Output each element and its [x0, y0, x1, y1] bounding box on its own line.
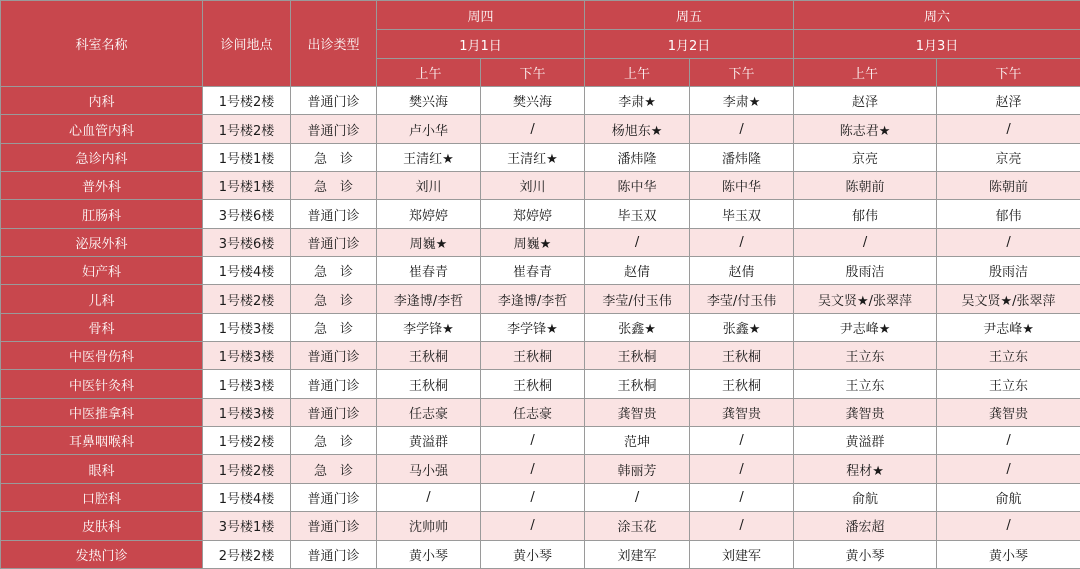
doctor-slot-cell: 崔春青 — [377, 257, 481, 285]
dept-name-cell: 中医推拿科 — [1, 398, 203, 426]
doctor-slot-cell: 俞航 — [937, 483, 1080, 511]
doctor-slot-cell: 崔春青 — [481, 257, 585, 285]
doctor-slot-cell: 王秋桐 — [481, 342, 585, 370]
location-column-header: 诊间地点 — [203, 1, 291, 87]
dept-name-cell: 眼科 — [1, 455, 203, 483]
doctor-slot-cell: 王秋桐 — [377, 370, 481, 398]
doctor-slot-cell: 俞航 — [794, 483, 937, 511]
dept-name-cell: 中医针灸科 — [1, 370, 203, 398]
doctor-slot-cell: / — [690, 483, 794, 511]
pm-header: 下午 — [690, 59, 794, 87]
doctor-slot-cell: 任志豪 — [377, 398, 481, 426]
doctor-slot-cell: 郑婷婷 — [377, 200, 481, 228]
weekday-header: 周五 — [585, 1, 794, 30]
doctor-slot-cell: / — [937, 512, 1080, 540]
visit-type-cell: 急 诊 — [291, 257, 377, 285]
doctor-slot-cell: 赵倩 — [690, 257, 794, 285]
table-row — [1, 540, 1080, 569]
location-cell: 1号楼2楼 — [203, 87, 291, 115]
doctor-slot-cell: 潘宏超 — [794, 512, 937, 540]
doctor-slot-cell: 韩丽芳 — [585, 455, 690, 483]
doctor-slot-cell: / — [937, 228, 1080, 256]
doctor-slot-cell: 刘建军 — [585, 540, 690, 569]
doctor-slot-cell: 毕玉双 — [585, 200, 690, 228]
doctor-slot-cell: 尹志峰★ — [794, 313, 937, 341]
doctor-slot-cell: 李逢博/李哲 — [377, 285, 481, 313]
doctor-slot-cell: 王清红★ — [377, 143, 481, 171]
doctor-slot-cell: 马小强 — [377, 455, 481, 483]
doctor-slot-cell: 陈朝前 — [794, 172, 937, 200]
location-cell: 1号楼1楼 — [203, 172, 291, 200]
visit-type-cell: 普通门诊 — [291, 228, 377, 256]
dept-name-cell: 急诊内科 — [1, 143, 203, 171]
visit-type-cell: 急 诊 — [291, 172, 377, 200]
dept-name-cell: 泌尿外科 — [1, 228, 203, 256]
doctor-slot-cell: 郁伟 — [937, 200, 1080, 228]
doctor-slot-cell: 黄小琴 — [937, 540, 1080, 569]
table-row — [1, 398, 1080, 426]
doctor-slot-cell: 涂玉花 — [585, 512, 690, 540]
dept-name-cell: 肛肠科 — [1, 200, 203, 228]
doctor-slot-cell: 李肃★ — [690, 87, 794, 115]
location-cell: 1号楼4楼 — [203, 483, 291, 511]
doctor-slot-cell: 黄小琴 — [481, 540, 585, 569]
location-cell: 1号楼3楼 — [203, 342, 291, 370]
doctor-slot-cell: 樊兴海 — [481, 87, 585, 115]
visit-type-cell: 急 诊 — [291, 455, 377, 483]
doctor-slot-cell: 任志豪 — [481, 398, 585, 426]
visit-type-cell: 普通门诊 — [291, 115, 377, 143]
table-row — [1, 143, 1080, 171]
doctor-slot-cell: 杨旭东★ — [585, 115, 690, 143]
doctor-slot-cell: 王秋桐 — [585, 342, 690, 370]
doctor-slot-cell: 陈中华 — [585, 172, 690, 200]
date-header: 1月1日 — [377, 30, 585, 59]
am-header: 上午 — [377, 59, 481, 87]
dept-name-cell: 心血管内科 — [1, 115, 203, 143]
visit-type-cell: 普通门诊 — [291, 200, 377, 228]
doctor-slot-cell: 李学锋★ — [377, 313, 481, 341]
table-row — [1, 200, 1080, 228]
doctor-slot-cell: 赵倩 — [585, 257, 690, 285]
doctor-slot-cell: 王秋桐 — [377, 342, 481, 370]
doctor-slot-cell: / — [585, 483, 690, 511]
dept-name-cell: 耳鼻咽喉科 — [1, 427, 203, 455]
table-row — [1, 427, 1080, 455]
doctor-slot-cell: / — [937, 115, 1080, 143]
location-cell: 3号楼6楼 — [203, 228, 291, 256]
doctor-slot-cell: 沈帅帅 — [377, 512, 481, 540]
doctor-slot-cell: 李肃★ — [585, 87, 690, 115]
visit-type-cell: 普通门诊 — [291, 512, 377, 540]
doctor-slot-cell: / — [481, 455, 585, 483]
doctor-slot-cell: / — [690, 455, 794, 483]
am-header: 上午 — [585, 59, 690, 87]
visit-type-cell: 普通门诊 — [291, 370, 377, 398]
doctor-slot-cell: 李逢博/李哲 — [481, 285, 585, 313]
table-row — [1, 228, 1080, 256]
table-row — [1, 172, 1080, 200]
doctor-slot-cell: 潘炜隆 — [690, 143, 794, 171]
table-row — [1, 512, 1080, 540]
date-header: 1月2日 — [585, 30, 794, 59]
doctor-slot-cell: 李莹/付玉伟 — [585, 285, 690, 313]
weekday-header: 周四 — [377, 1, 585, 30]
visit-type-cell: 普通门诊 — [291, 87, 377, 115]
doctor-slot-cell: 赵泽 — [937, 87, 1080, 115]
doctor-slot-cell: 王立东 — [937, 342, 1080, 370]
date-header: 1月3日 — [794, 30, 1080, 59]
doctor-slot-cell: / — [690, 228, 794, 256]
doctor-slot-cell: / — [937, 455, 1080, 483]
table-row — [1, 455, 1080, 483]
doctor-slot-cell: 刘川 — [377, 172, 481, 200]
doctor-slot-cell: 龚智贵 — [690, 398, 794, 426]
doctor-slot-cell: 陈志君★ — [794, 115, 937, 143]
doctor-slot-cell: 王秋桐 — [690, 342, 794, 370]
location-cell: 3号楼6楼 — [203, 200, 291, 228]
doctor-slot-cell: / — [794, 228, 937, 256]
doctor-slot-cell: 王立东 — [794, 342, 937, 370]
doctor-slot-cell: 卢小华 — [377, 115, 481, 143]
table-row — [1, 483, 1080, 511]
doctor-slot-cell: 王秋桐 — [481, 370, 585, 398]
type-column-header: 出诊类型 — [291, 1, 377, 87]
visit-type-cell: 普通门诊 — [291, 540, 377, 569]
location-cell: 1号楼3楼 — [203, 370, 291, 398]
doctor-slot-cell: 李莹/付玉伟 — [690, 285, 794, 313]
table-row — [1, 257, 1080, 285]
dept-name-cell: 妇产科 — [1, 257, 203, 285]
doctor-slot-cell: 王立东 — [794, 370, 937, 398]
doctor-slot-cell: 樊兴海 — [377, 87, 481, 115]
doctor-slot-cell: 陈朝前 — [937, 172, 1080, 200]
dept-name-cell: 普外科 — [1, 172, 203, 200]
visit-type-cell: 急 诊 — [291, 427, 377, 455]
dept-name-cell: 皮肤科 — [1, 512, 203, 540]
doctor-slot-cell: 王立东 — [937, 370, 1080, 398]
location-cell: 3号楼1楼 — [203, 512, 291, 540]
doctor-slot-cell: 京亮 — [794, 143, 937, 171]
location-cell: 1号楼2楼 — [203, 427, 291, 455]
doctor-slot-cell: 龚智贵 — [937, 398, 1080, 426]
doctor-slot-cell: 京亮 — [937, 143, 1080, 171]
doctor-slot-cell: / — [690, 115, 794, 143]
doctor-slot-cell: 殷雨洁 — [794, 257, 937, 285]
table-row — [1, 87, 1080, 115]
doctor-slot-cell: 尹志峰★ — [937, 313, 1080, 341]
doctor-slot-cell: / — [585, 228, 690, 256]
doctor-slot-cell: 郑婷婷 — [481, 200, 585, 228]
doctor-slot-cell: 黄小琴 — [794, 540, 937, 569]
table-row — [1, 285, 1080, 313]
doctor-slot-cell: / — [937, 427, 1080, 455]
doctor-slot-cell: / — [690, 512, 794, 540]
schedule-body — [1, 87, 1080, 569]
dept-name-cell: 口腔科 — [1, 483, 203, 511]
doctor-slot-cell: / — [481, 512, 585, 540]
doctor-slot-cell: 程材★ — [794, 455, 937, 483]
doctor-slot-cell: 吴文贤★/张翠萍 — [937, 285, 1080, 313]
doctor-slot-cell: 周巍★ — [481, 228, 585, 256]
doctor-slot-cell: / — [481, 483, 585, 511]
table-row — [1, 115, 1080, 143]
visit-type-cell: 急 诊 — [291, 143, 377, 171]
doctor-slot-cell: 郁伟 — [794, 200, 937, 228]
weekday-header: 周六 — [794, 1, 1080, 30]
table-row — [1, 370, 1080, 398]
doctor-slot-cell: / — [377, 483, 481, 511]
doctor-slot-cell: 范坤 — [585, 427, 690, 455]
location-cell: 1号楼1楼 — [203, 143, 291, 171]
table-row — [1, 342, 1080, 370]
doctor-slot-cell: 张鑫★ — [585, 313, 690, 341]
doctor-slot-cell: 潘炜隆 — [585, 143, 690, 171]
visit-type-cell: 急 诊 — [291, 285, 377, 313]
dept-name-cell: 内科 — [1, 87, 203, 115]
table-row — [1, 313, 1080, 341]
am-header: 上午 — [794, 59, 937, 87]
location-cell: 1号楼3楼 — [203, 313, 291, 341]
doctor-slot-cell: 黄小琴 — [377, 540, 481, 569]
doctor-slot-cell: 刘建军 — [690, 540, 794, 569]
location-cell: 1号楼2楼 — [203, 115, 291, 143]
dept-name-cell: 儿科 — [1, 285, 203, 313]
doctor-slot-cell: / — [690, 427, 794, 455]
pm-header: 下午 — [937, 59, 1080, 87]
doctor-slot-cell: 王秋桐 — [585, 370, 690, 398]
doctor-slot-cell: 刘川 — [481, 172, 585, 200]
dept-name-cell: 骨科 — [1, 313, 203, 341]
doctor-slot-cell: 吴文贤★/张翠萍 — [794, 285, 937, 313]
location-cell: 2号楼2楼 — [203, 540, 291, 569]
doctor-slot-cell: 王秋桐 — [690, 370, 794, 398]
dept-name-cell: 发热门诊 — [1, 540, 203, 569]
doctor-slot-cell: 赵泽 — [794, 87, 937, 115]
dept-column-header: 科室名称 — [1, 1, 203, 87]
visit-type-cell: 急 诊 — [291, 313, 377, 341]
pm-header: 下午 — [481, 59, 585, 87]
location-cell: 1号楼2楼 — [203, 285, 291, 313]
doctor-slot-cell: 黄溢群 — [794, 427, 937, 455]
doctor-slot-cell: 龚智贵 — [794, 398, 937, 426]
doctor-slot-cell: 黄溢群 — [377, 427, 481, 455]
visit-type-cell: 普通门诊 — [291, 342, 377, 370]
location-cell: 1号楼4楼 — [203, 257, 291, 285]
doctor-slot-cell: 张鑫★ — [690, 313, 794, 341]
location-cell: 1号楼3楼 — [203, 398, 291, 426]
doctor-slot-cell: 龚智贵 — [585, 398, 690, 426]
doctor-slot-cell: 周巍★ — [377, 228, 481, 256]
visit-type-cell: 普通门诊 — [291, 398, 377, 426]
doctor-slot-cell: 李学锋★ — [481, 313, 585, 341]
doctor-slot-cell: 王清红★ — [481, 143, 585, 171]
doctor-slot-cell: 毕玉双 — [690, 200, 794, 228]
doctor-slot-cell: 陈中华 — [690, 172, 794, 200]
location-cell: 1号楼2楼 — [203, 455, 291, 483]
visit-type-cell: 普通门诊 — [291, 483, 377, 511]
doctor-slot-cell: / — [481, 427, 585, 455]
doctor-slot-cell: 殷雨洁 — [937, 257, 1080, 285]
doctor-slot-cell: / — [481, 115, 585, 143]
dept-name-cell: 中医骨伤科 — [1, 342, 203, 370]
